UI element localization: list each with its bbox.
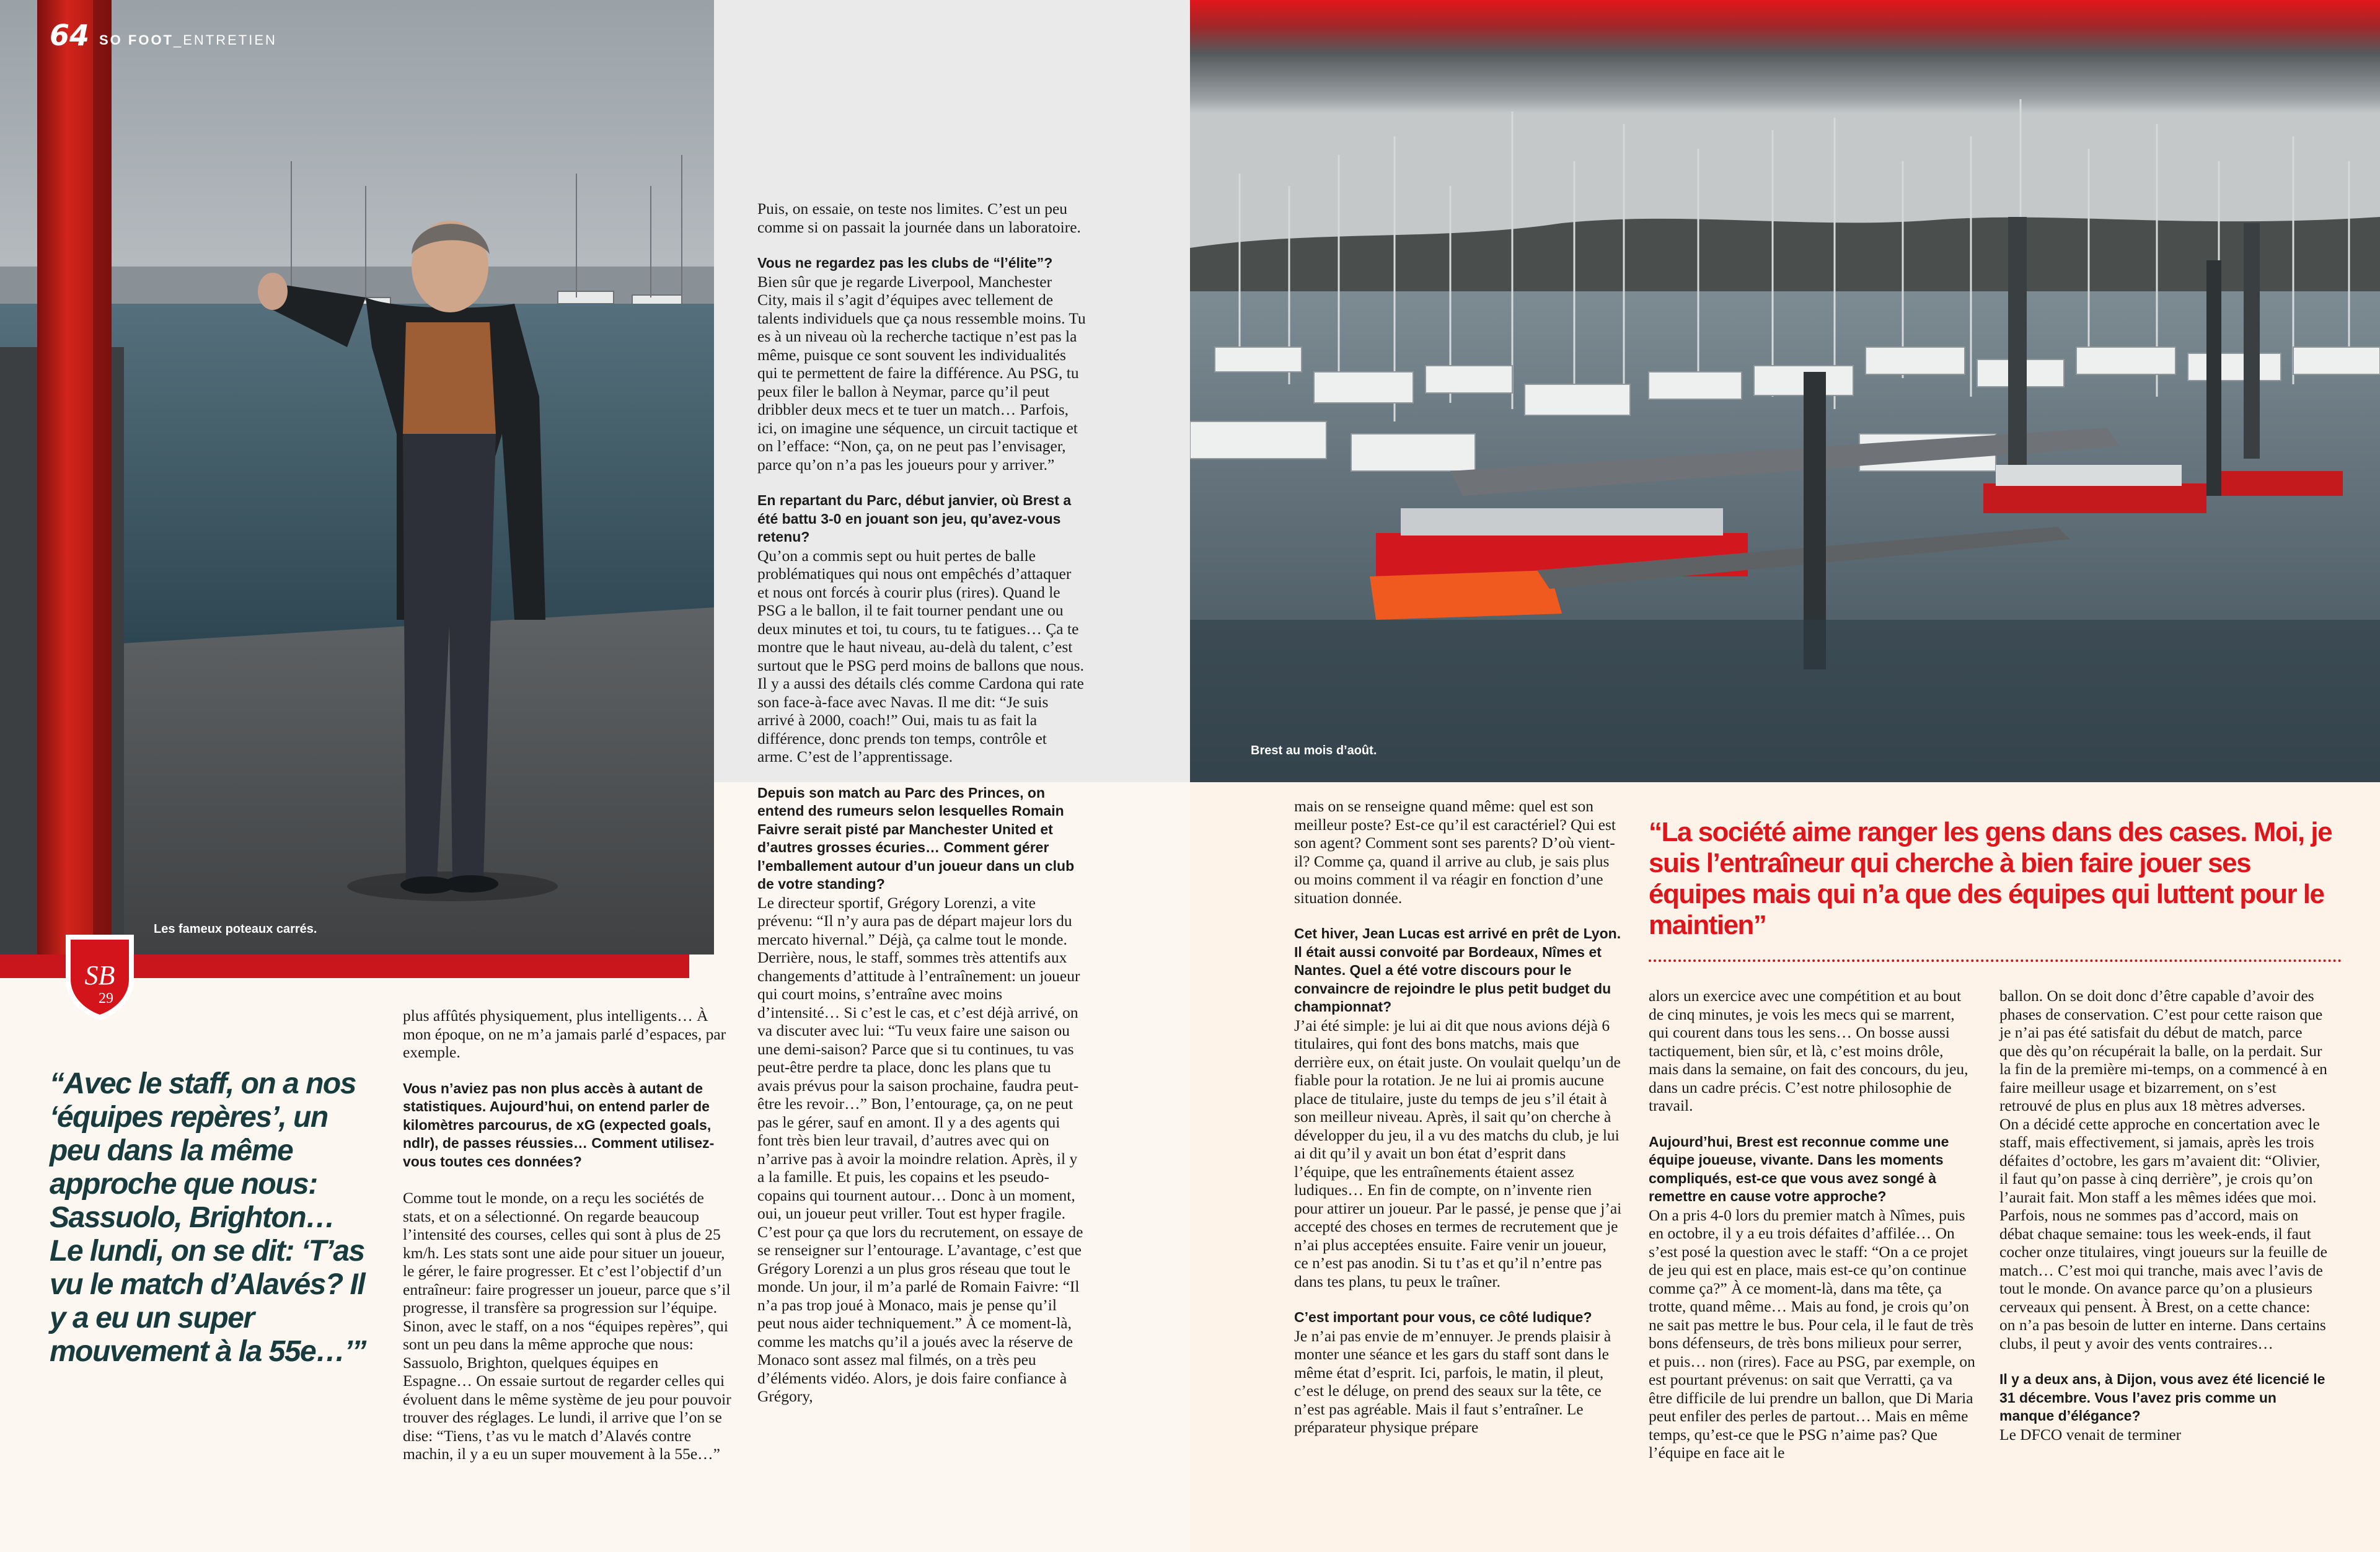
paragraph: Comme tout le monde, on a reçu les sociétés de stats, et on a sélectionné. On regarde beaucoup l’intensité des courses, celles qui sont à plus de 25 km/h. Les stats sont une aide pour situer un joueur, le gérer, le faire progresser. Et c’est l’objectif d’un entraîneur: faire progresser un joueur, parce que s’il progresse, il transfère sa progression sur l’équipe. Sinon, avec le staff, on a nos “équipes repères”, qui sont un peu dans la même approche que nous: Sassuolo, Brighton, quelques équipes en Espagne… On essaie surtout de regarder celles qui évoluent dans le même système de jeu pour pouvoir trouver des réglages. Le lundi, il arrive que l’on se dise: “Tiens, t’as vu le match d’Alavés contre machin, il y a eu un super mouvement à la 55e…” <box>403 1189 731 1463</box>
paragraph: Puis, on essaie, on teste nos limites. C’est un peu comme si on passait la journée dans un laboratoire. <box>757 200 1081 236</box>
paragraph: ballon. On se doit donc d’être capable d’avoir des phases de conservation. C’est pour cette raison que je n’ai pas été satisfait du début de match, parce que dès qu’on récupérait la balle, on la perdait. Sur la fin de la première mi-temps, on a commencé à en faire meilleur usage et bizarrement, on s’est retrouvé de plus en plus aux 18 mètres adverses. On a décidé cette approche en concertation avec le staff, mais effectivement, si jamais, après les trois défaites d’octobre, les gars m’avaient dit: “Olivier, il faut qu’on passe à cinq derrière”, je crois qu’on l’aurait fait. Mon staff a les mêmes idées que moi. Parfois, nous ne sommes pas d’accord, mais on débat chaque semaine: tous les week-ends, il faut cocher onze titulaires, vingt joueurs sur la feuille de match… C’est moi qui tranche, mais avec l’avis de tout le monde. On avance parce qu’on a plusieurs cerveaux qui pensent. À Brest, on a cette chance: on n’a pas besoin de lutter en interne. Dans certains clubs, il peut y avoir des vents contraires… <box>1999 987 2327 1352</box>
paragraph: On a pris 4-0 lors du premier match à Nîmes, puis en octobre, il y a eu trois défaites d’affilée… On s’est posé la question avec le staff: “On a ce projet de jeu qui est en place, mais est-ce qu’on continue comme ça?” À ce moment-là, dans ma tête, ça trotte, quand même… Mais au fond, je crois qu’on ne sait pas mettre le bus. Pour cela, il le faut de très bons défenseurs, de très bons milieux pour serrer, et puis… non (rires). Face au PSG, par exemple, on est pourtant prévenus: on sait que Verratti, ça va être difficile de lui prendre un ballon, que Di Maria peut enfiler des perles de partout… Mais en même temps, qu’est-ce que le PSG n’aime pas? Que l’équipe en face ait le <box>1649 1206 1975 1462</box>
section-name: _ENTRETIEN <box>174 32 277 48</box>
pull-quote-left: “Avec le staff, on a nos ‘équipes repères’, un peu dans la même approche que nous: Sassuolo, Brighton… Le lundi, on se dit: ‘T’as vu le match d’Alavés? Il y a eu un super mouvement à la 55e…’” <box>50 1067 366 1368</box>
crest-letters: SB <box>84 960 115 990</box>
magazine-name: SO FOOT <box>99 32 174 48</box>
paragraph: Qu’on a commis sept ou huit pertes de balle problématiques qui nous ont empêchés d’attaquer et nous ont forcés à courir plus (rires). Quand le PSG a le ballon, il te fait tourner pendant une ou deux minutes et toi, tu cours, tu te fatigues… Ça te montre que le haut niveau, au-delà du talent, c’est surtout que le PSG perd moins de ballons que nous. Il y a aussi des détails clés comme Cardona qui rate son face-à-face avec Navas. Il me dit: “Je suis arrivé à 2000, coach!” Oui, mais tu as fait la différence, donc prends ton temps, contrôle et arme. C’est de l’apprentissage. <box>757 546 1084 765</box>
pull-quote-right: “La société aime ranger les gens dans des cases. Moi, je suis l’entraîneur qui cherche à bien faire jouer ses équipes mais qui n’a que des équipes qui luttent pour le maintien” <box>1649 817 2332 940</box>
interview-question: Aujourd’hui, Brest est reconnue comme une équipe joueuse, vivante. Dans les moments compliqués, est-ce que vous avez songé à remettre en cause votre approche? <box>1649 1133 1949 1204</box>
paragraph: Le directeur sportif, Grégory Lorenzi, a vite prévenu: “Il n’y aura pas de départ majeur lors du mercato hivernal.” Déjà, ça calme tout le monde. Derrière, nous, le staff, sommes très attentifs aux changements d’attitude à l’entraînement: un joueur qui court moins, s’entraîne avec moins d’intensité… Si c’est le cas, et c’est déjà arrivé, on va discuter avec lui: “Tu veux faire une saison ou une demi-saison? Parce que si tu continues, tu vas peut-être perdre ta place, donc les plans que tu avais prévus pour la saison prochaine, faudra peut-être les revoir…” Bon, l’entourage, ça, on ne peut pas le gérer, sauf en amont. Il y a des agents qui font très bien leur travail, d’autres avec qui on n’arrive pas à avoir la moindre relation. Après, il y a la famille. Et puis, les copains et les pseudo-copains qui tournent autour… Donc à un moment, oui, un joueur peut vriller. Tout est hyper fragile. C’est pour ça que lors du recrutement, on essaye de se renseigner sur l’entourage. L’avantage, c’est que Grégory Lorenzi a un plus gros réseau que tout le monde. Un jour, il m’a parlé de Romain Faivre: “Il n’a pas trop joué à Monaco, mais je pense qu’il peut nous aider techniquement.” À ce moment-là, comme les matchs qu’il a joués avec la réserve de Monaco sont assez mal filmés, on a très peu d’éléments vidéo. Alors, je dois faire confiance à Grégory, <box>757 893 1083 1405</box>
article-column-1 <box>403 1007 731 1481</box>
paragraph: Bien sûr que je regarde Liverpool, Manchester City, mais il s’agit d’équipes avec tellement de talents individuels que ça nous ressemble moins. Tu es à un niveau où la recherche tactique n’est pas la même, puisque ce sont souvent les individualités qui te permettent de faire la différence. Au PSG, tu peux filer le ballon à Neymar, parce qu’il peut dribbler deux mecs et te tuer un match… Parfois, ici, on imagine une séquence, un circuit tactique et on l’efface: “Non, ça, on ne peut pas l’envisager, parce qu’on n’a pas les joueurs pour y arriver.” <box>757 272 1086 474</box>
brest-marina-photo <box>1190 0 2380 782</box>
article-column-5 <box>1999 987 2328 1462</box>
interview-question: En repartant du Parc, début janvier, où Brest a été battu 3-0 en jouant son jeu, qu’avez-vous retenu? <box>757 492 1072 545</box>
left-photo-caption: Les fameux poteaux carrés. <box>154 922 317 936</box>
coach-portrait-photo <box>0 0 714 955</box>
article-column-3 <box>1294 797 1623 1455</box>
paragraph: Le DFCO venait de terminer <box>1999 1425 2182 1444</box>
interview-question: Cet hiver, Jean Lucas est arrivé en prêt de Lyon. Il était aussi convoité par Bordeaux, Nîmes et Nantes. Quel a été votre discours pour le convaincre de rejoindre le plus petit budget du championnat? <box>1294 925 1621 1015</box>
article-column-4 <box>1649 987 1977 1480</box>
interview-question: Vous ne regardez pas les clubs de “l’élite”? <box>757 255 1053 271</box>
right-photo-caption: Brest au mois d’août. <box>1251 744 1377 757</box>
crest-number: 29 <box>99 990 113 1007</box>
magazine-brand <box>99 32 277 48</box>
dotted-separator <box>1649 959 2342 962</box>
paragraph: alors un exercice avec une compétition et au bout de cinq minutes, je vois les mecs qui se marrent, qui courent dans tous les sens… On bosse aussi tactiquement, bien sûr, et là, c’est moins drôle, mais dans la semaine, on fait des concours, du jeu, dans un cadre précis. C’est notre philosophie de travail. <box>1649 987 1968 1114</box>
interview-question: Il y a deux ans, à Dijon, vous avez été licencié le 31 décembre. Vous l’avez pris comme un manque d’élégance? <box>1999 1371 2325 1424</box>
paragraph: mais on se renseigne quand même: quel est son meilleur poste? Est-ce qu’il est caractériel? Qui est son agent? Comment sont ses parents? D’où vient-il? Comme ça, quand il arrive au club, je sais plus ou moins comment il va réagir en fonction d’une situation donnée. <box>1294 797 1616 907</box>
interview-question: Vous n’aviez pas non plus accès à autant de statistiques. Aujourd’hui, on entend parler de kilomètres parcourus, de xG (expected goals, ndlr), de passes réussies… Comment utilisez-vous toutes ces données? <box>403 1080 715 1170</box>
interview-question: C’est important pour vous, ce côté ludique? <box>1294 1309 1592 1325</box>
paragraph: Je n’ai pas envie de m’ennuyer. Je prends plaisir à monter une séance et les gars du staff sont dans le même état d’esprit. Ici, parfois, le matin, il pleut, c’est le déluge, on prend des seaux sur la tête, ce n’est pas agréable. Mais il faut s’entraîner. Le préparateur physique prépare <box>1294 1326 1611 1436</box>
paragraph: plus affûtés physiquement, plus intelligents… À mon époque, on ne m’a jamais parlé d’espaces, par exemple. <box>403 1007 726 1061</box>
page-number: 64 <box>50 19 90 52</box>
paragraph: J’ai été simple: je lui ai dit que nous avions déjà 6 titulaires, qui font des bons matchs, mais que derrière eux, on était juste. On voulait quelqu’un de fiable pour la rotation. Je ne lui ai promis aucune place de titulaire, juste du temps de jeu s’il était à son meilleur niveau. Après, il sait qu’on cherche à développer du jeu, il a vu des matchs du club, je lui ai dit qu’il y avait un bon état d’esprit dans l’équipe, que les entraînements étaient assez ludiques… En fin de compte, on n’invente rien pour attirer un joueur. Par le passé, je pense que j’ai accepté des choses en termes de recrutement que je n’ai plus acceptées ensuite. Faire venir un joueur, ce n’est pas anodin. Si tu t’as et qu’il n’entre pas dans tes plans, tu peux le traîner. <box>1294 1016 1622 1290</box>
article-column-2 <box>757 200 1086 1424</box>
interview-question: Depuis son match au Parc des Princes, on entend des rumeurs selon lesquelles Romain Faivre serait pisté par Manchester United et d’autres grosses écuries… Comment gérer l’emballement autour d’un joueur dans un club de votre standing? <box>757 784 1075 892</box>
stade-brestois-crest-icon <box>60 930 140 1023</box>
